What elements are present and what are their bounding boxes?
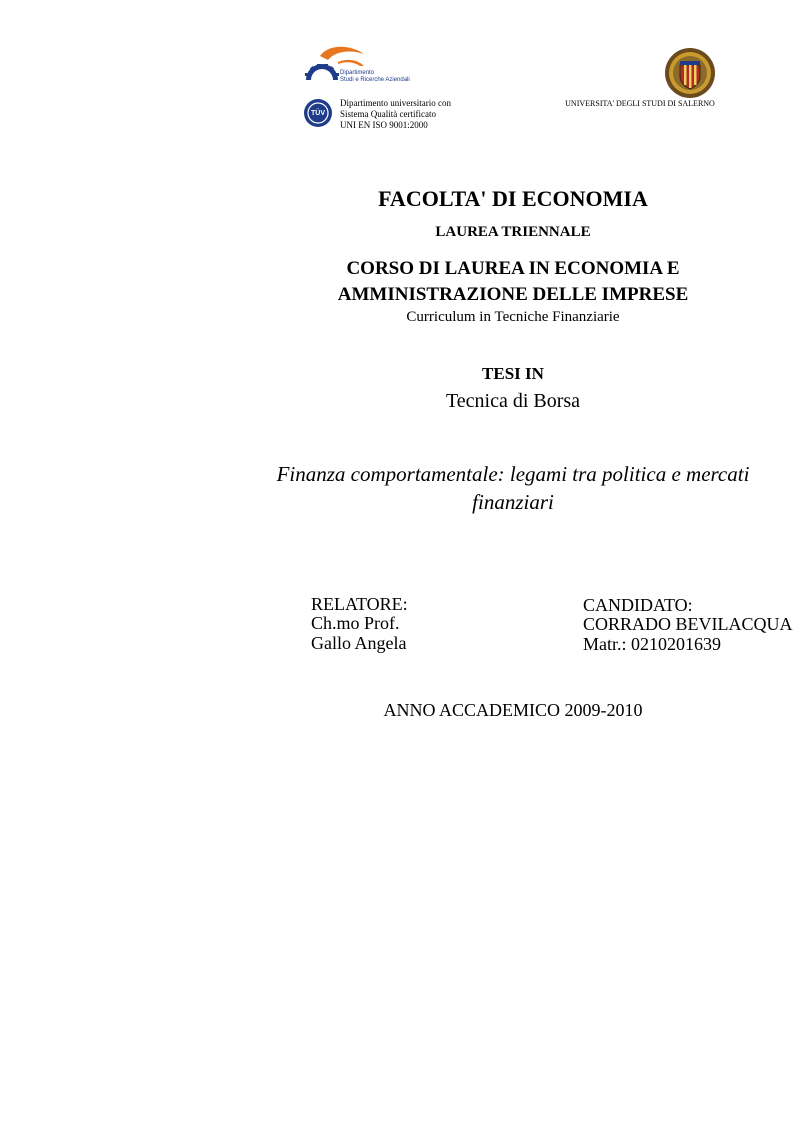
candidato-name: CORRADO BEVILACQUA	[583, 614, 793, 634]
academic-year: ANNO ACCADEMICO 2009-2010	[383, 700, 643, 720]
course-name	[0, 256, 794, 308]
faculty-title: FACOLTA' DI ECONOMIA	[378, 186, 648, 211]
tuv-certification-icon	[303, 98, 333, 128]
dept-logo-line: Dipartimento	[340, 70, 375, 76]
course-line-2: AMMINISTRAZIONE DELLE IMPRESE	[337, 284, 689, 305]
relatore-name: Gallo Angela	[311, 633, 407, 653]
relatore-label: RELATORE:	[311, 594, 408, 614]
university-seal-icon	[664, 47, 716, 99]
certification-line: Sistema Qualità certificato	[340, 109, 436, 119]
thesis-subject: Tecnica di Borsa	[445, 390, 581, 412]
candidato-label: CANDIDATO:	[583, 595, 693, 615]
thesis-label: TESI IN	[482, 364, 544, 383]
degree-type: LAUREA TRIENNALE	[435, 224, 591, 240]
course-line-1: CORSO DI LAUREA IN ECONOMIA E	[346, 258, 680, 279]
relatore-block	[311, 595, 408, 653]
candidato-matricola: Matr.: 0210201639	[583, 634, 721, 654]
tuv-certification-badge	[303, 98, 333, 128]
university-name: UNIVERSITA' DEGLI STUDI DI SALERNO	[565, 99, 715, 108]
relatore-title: Ch.mo Prof.	[311, 613, 400, 633]
curriculum: Curriculum in Tecniche Finanziarie	[406, 309, 620, 325]
thesis-title-line-1: Finanza comportamentale: legami tra politica e mercati	[276, 462, 750, 486]
thesis-title	[0, 460, 794, 516]
department-logo	[302, 46, 430, 88]
tuv-badge-text: TÜV	[311, 110, 325, 117]
thesis-title-line-2: finanziari	[472, 490, 554, 514]
dept-logo-line: Studi e Ricerche Aziendali	[340, 77, 410, 83]
candidato-block	[583, 596, 793, 654]
certification-text	[340, 98, 451, 131]
certification-line: Dipartimento universitario con	[340, 98, 451, 108]
university-seal	[664, 47, 716, 99]
certification-line: UNI EN ISO 9001:2000	[340, 120, 428, 130]
